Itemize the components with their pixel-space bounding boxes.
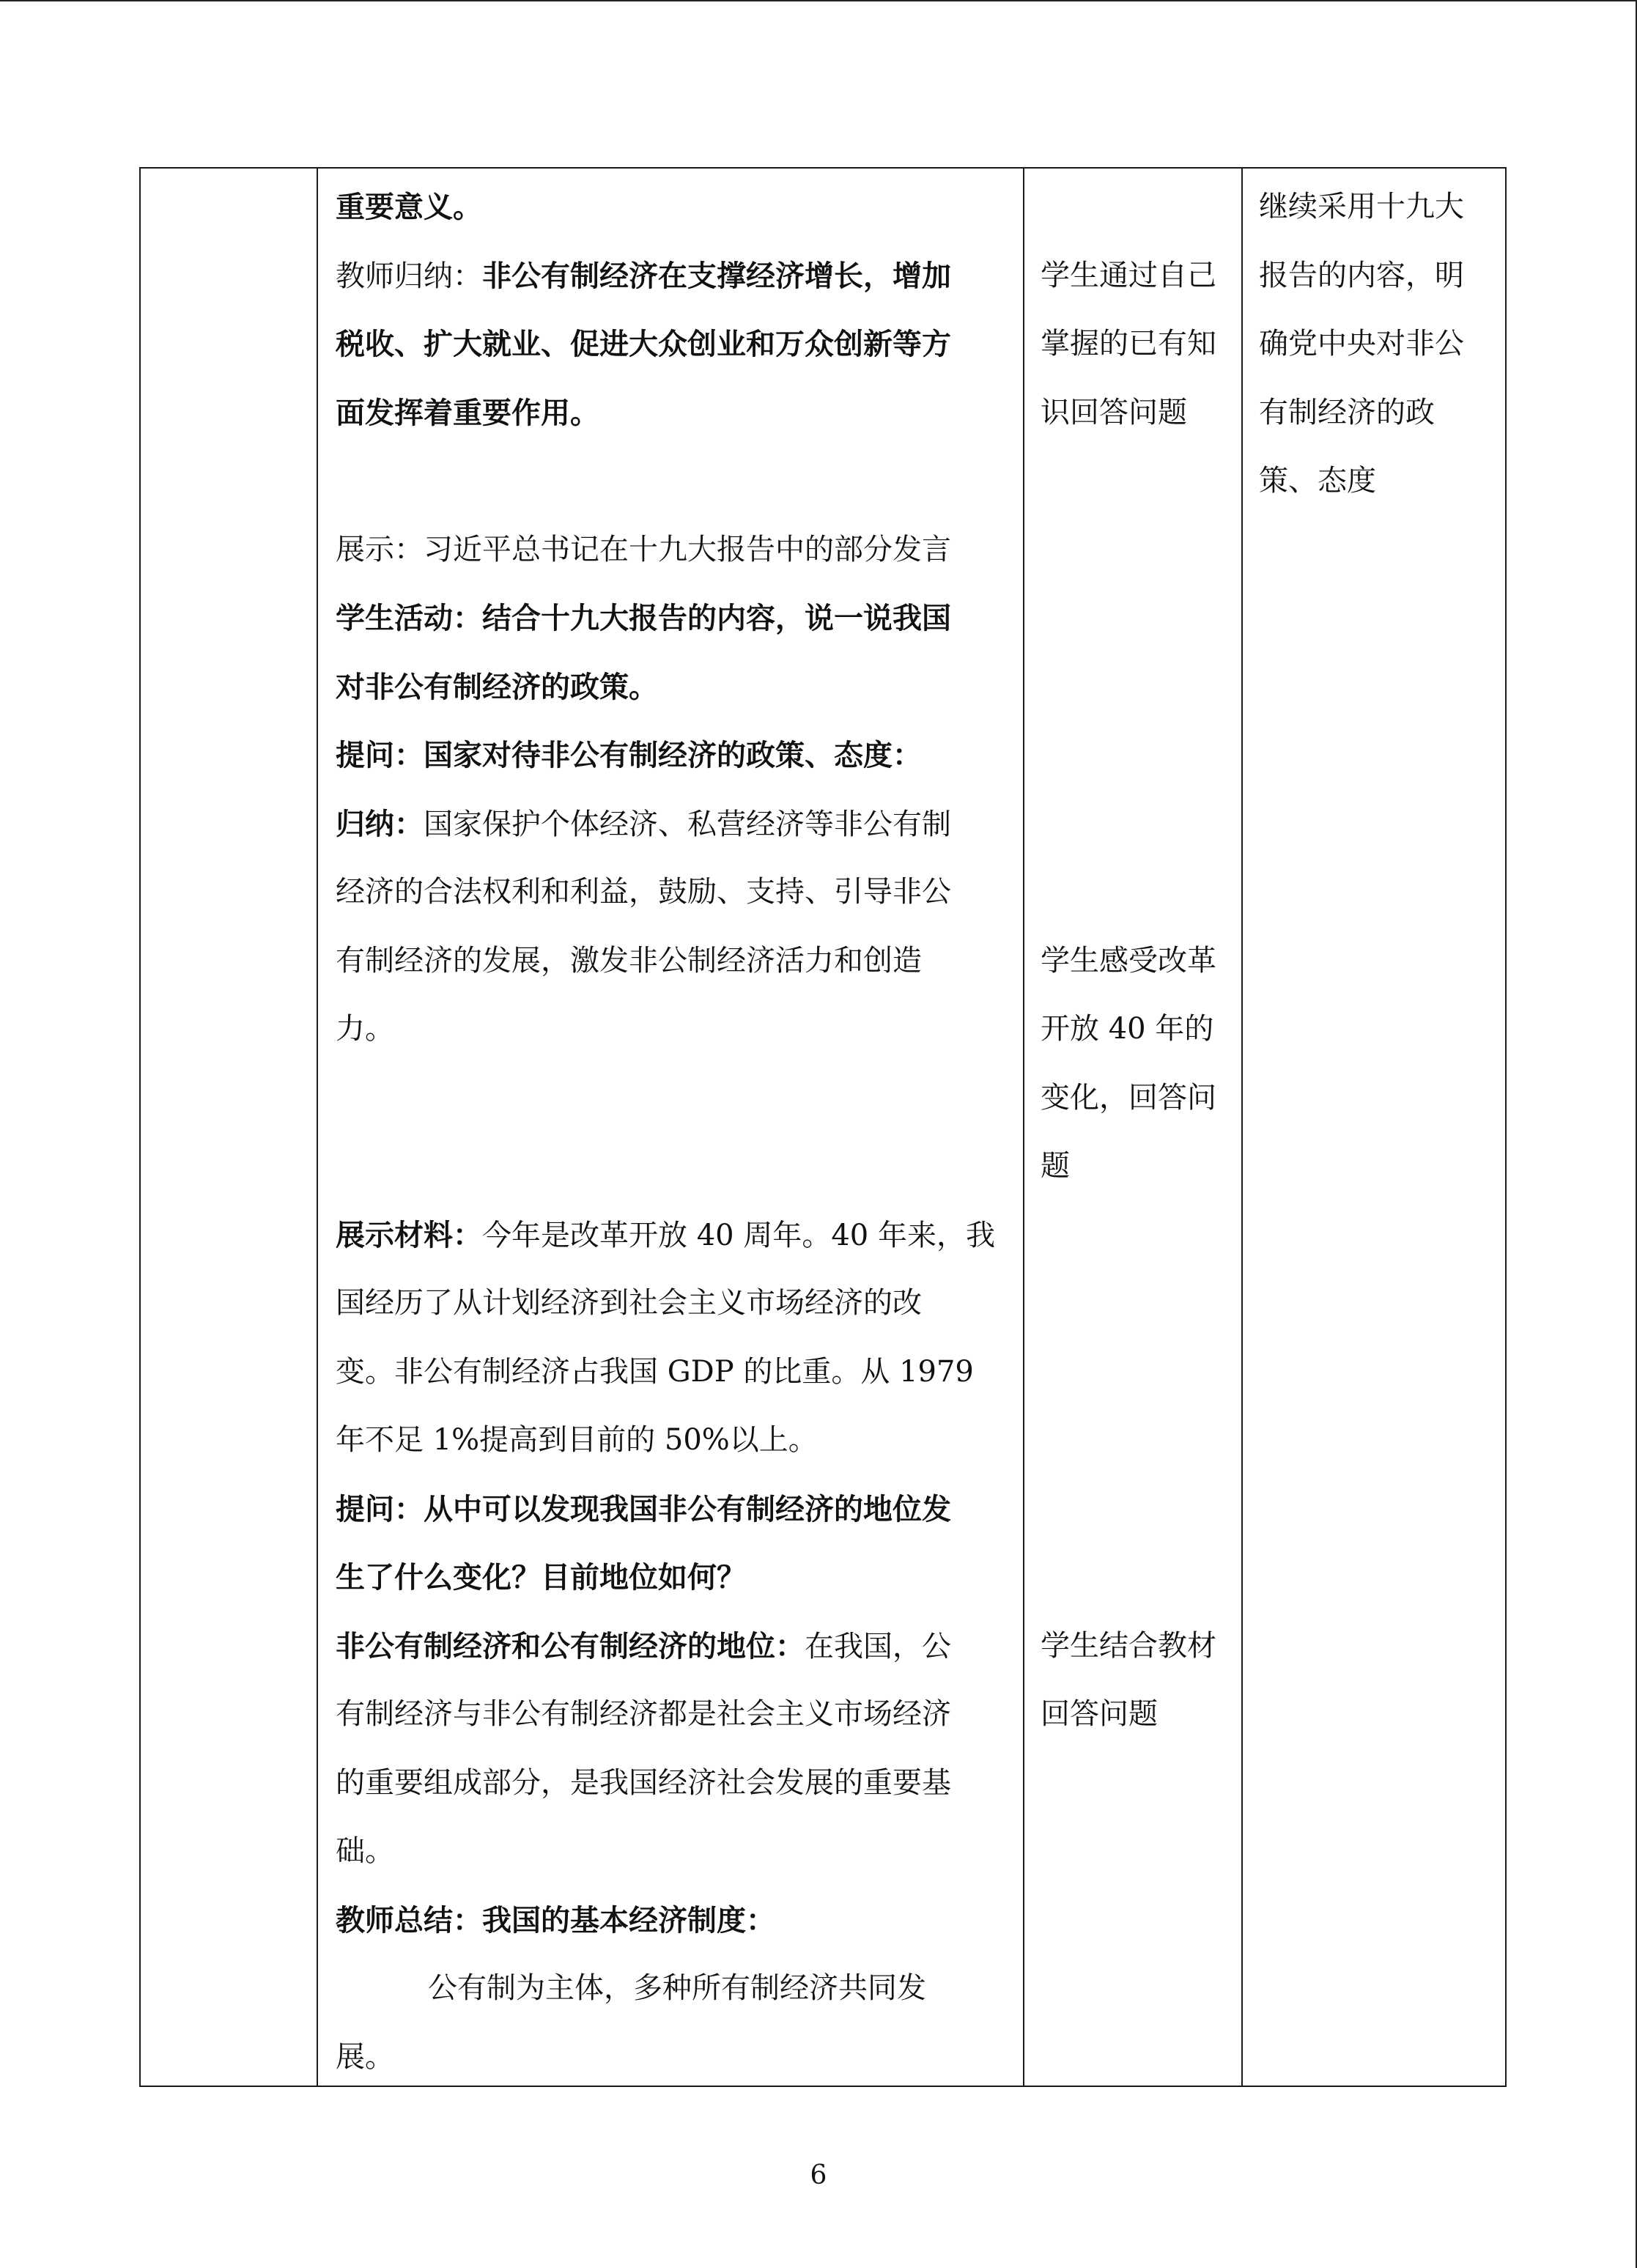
- text: 展示：习近平总书记在十九大报告中的部分发言: [336, 532, 951, 566]
- col2-line: [336, 1817, 394, 1885]
- bold-text: 提问：国家对待非公有制经济的政策、态度：: [336, 738, 922, 772]
- col2-line: [336, 1201, 995, 1270]
- bold-text: 学生活动：结合十九大报告的内容，说一说我国: [336, 601, 951, 635]
- text: 学生结合教材: [1041, 1628, 1216, 1663]
- text: 题: [1041, 1149, 1070, 1183]
- page-top-border: [0, 0, 1637, 1]
- text: 公有制为主体，多种所有制经济共同发: [428, 1971, 926, 2005]
- text: 展。: [336, 2039, 394, 2074]
- text: 在我国，公: [805, 1629, 951, 1663]
- col2-line: [336, 1269, 922, 1337]
- col2-line: [336, 1886, 775, 1955]
- col2-line: [336, 1543, 746, 1612]
- bold-text: 生了什么变化？目前地位如何？: [336, 1560, 746, 1595]
- text: 力。: [336, 1012, 394, 1046]
- table-row: [140, 168, 1506, 2086]
- bold-text: 教师总结：我国的基本经济制度：: [336, 1902, 775, 1938]
- text: 变。非公有制经济占我国 GDP 的比重。从 1979: [336, 1354, 974, 1389]
- col3-line: [1041, 310, 1216, 378]
- col2-line: [336, 1612, 951, 1681]
- col3-line: [1041, 1680, 1158, 1748]
- col2-line: [336, 858, 951, 926]
- text: 的重要组成部分，是我国经济社会发展的重要基: [336, 1765, 951, 1800]
- text: 有制经济与非公有制经济都是社会主义市场经济: [336, 1697, 951, 1731]
- bold-text: 归纳：: [336, 806, 424, 841]
- bold-text: 对非公有制经济的政策。: [336, 669, 658, 704]
- col2-line: [336, 2023, 394, 2091]
- col4-line: [1259, 310, 1464, 378]
- col2-line: [336, 790, 951, 859]
- text: 回答问题: [1041, 1697, 1158, 1731]
- col2-line: [336, 584, 951, 653]
- col2-line: [336, 173, 482, 242]
- text: 继续采用十九大: [1259, 190, 1464, 224]
- text: 础。: [336, 1834, 394, 1868]
- col2-line: [336, 242, 951, 311]
- text: 有制经济的政: [1259, 395, 1435, 429]
- teacher-activity-cell: [317, 168, 1024, 2086]
- text: 掌握的已有知: [1041, 327, 1216, 361]
- design-intent-cell: [1242, 168, 1506, 2086]
- stage-cell: [140, 168, 317, 2086]
- text: 变化，回答问: [1041, 1080, 1216, 1115]
- text: 策、态度: [1259, 464, 1376, 498]
- text: 学生通过自己: [1041, 258, 1216, 292]
- page-number: 6: [810, 2160, 827, 2190]
- text: 学生感受改革: [1041, 943, 1216, 978]
- col4-line: [1259, 379, 1435, 447]
- text: 识回答问题: [1041, 395, 1187, 429]
- bold-text: 税收、扩大就业、促进大众创业和万众创新等方: [336, 327, 951, 361]
- col2-line: [336, 1475, 951, 1544]
- bold-text: 非公有制经济在支撑经济增长，增加: [482, 258, 951, 293]
- col2-line: [428, 1954, 926, 2023]
- bold-text: 提问：从中可以发现我国非公有制经济的地位发: [336, 1491, 951, 1526]
- col4-line: [1259, 242, 1464, 310]
- col2-line: [336, 1406, 818, 1474]
- text: 年不足 1%提高到目前的 50%以上。: [336, 1423, 818, 1457]
- col2-line: [336, 995, 394, 1063]
- col2-line: [336, 653, 658, 722]
- col2-line: [336, 1338, 974, 1406]
- text: 报告的内容，明: [1259, 258, 1464, 292]
- bold-text: 重要意义。: [336, 190, 482, 224]
- text: 经济的合法权利和利益，鼓励、支持、引导非公: [336, 875, 951, 909]
- col2-line: [336, 379, 599, 448]
- col4-line: [1259, 173, 1464, 241]
- bold-text: 展示材料：: [336, 1217, 482, 1252]
- text: 教师归纳：: [336, 259, 482, 293]
- text: 国家保护个体经济、私营经济等非公有制: [424, 807, 951, 841]
- col2-line: [336, 721, 922, 790]
- col4-line: [1259, 447, 1376, 515]
- col3-line: [1041, 995, 1213, 1063]
- col3-line: [1041, 242, 1216, 310]
- text: 国经历了从计划经济到社会主义市场经济的改: [336, 1286, 922, 1320]
- bold-text: 非公有制经济和公有制经济的地位：: [336, 1628, 805, 1663]
- col2-line: [336, 310, 951, 379]
- text: 开放 40 年的: [1041, 1012, 1214, 1046]
- col3-line: [1041, 927, 1216, 995]
- col2-line: [336, 516, 951, 584]
- bold-text: 面发挥着重要作用。: [336, 395, 599, 430]
- lesson-plan-table: [139, 167, 1507, 2087]
- text: 确党中央对非公: [1259, 327, 1464, 361]
- col2-line: [336, 927, 922, 995]
- col3-line: [1041, 1064, 1216, 1132]
- col2-line: [336, 1749, 951, 1817]
- col3-line: [1041, 1132, 1070, 1200]
- col3-line: [1041, 379, 1187, 447]
- text: 今年是改革开放 40 周年。40 年来，我: [482, 1218, 995, 1252]
- col3-line: [1041, 1612, 1216, 1680]
- student-activity-cell: [1024, 168, 1242, 2086]
- text: 有制经济的发展，激发非公制经济活力和创造: [336, 943, 922, 978]
- col2-line: [336, 1680, 951, 1748]
